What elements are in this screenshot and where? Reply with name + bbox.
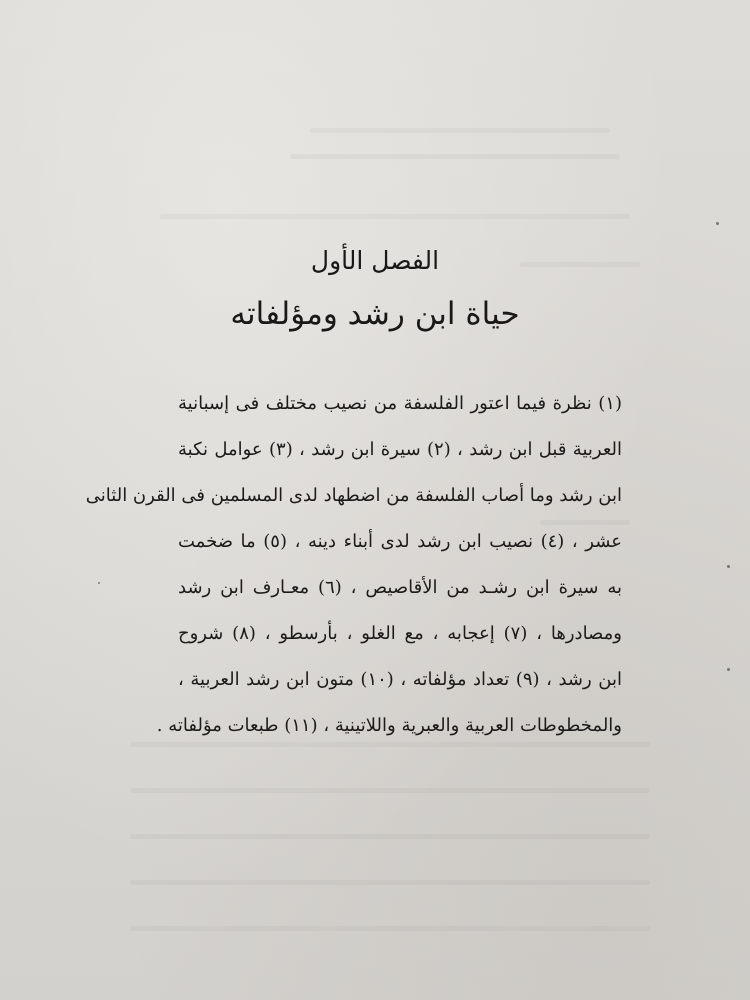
contents-line: به سيرة ابن رشـد من الأقاصيص ، (٦) معـارف ابن رشد <box>178 577 622 598</box>
show-through-line <box>130 926 650 931</box>
paper-speck <box>716 222 719 225</box>
chapter-contents <box>85 381 623 749</box>
show-through-line <box>290 154 620 159</box>
paper-speck <box>727 668 730 671</box>
show-through-line <box>130 788 650 793</box>
show-through-line <box>310 128 610 133</box>
contents-line: ابن رشد ، (٩) تعداد مؤلفاته ، (١٠) متون ابن رشد العربية ، <box>178 669 622 690</box>
contents-line: ابن رشد وما أصاب الفلسفة من اضطهاد لدى المسلمين فى القرن الثانى <box>85 485 622 506</box>
contents-line: عشر ، (٤) نصيب ابن رشد لدى أبناء دينه ، (٥) ما ضخمت <box>178 531 623 552</box>
show-through-line <box>160 214 630 219</box>
show-through-line <box>130 880 650 885</box>
contents-line: (١) نظرة فيما اعتور الفلسفة من نصيب مختلف فى إسبانية <box>178 393 622 414</box>
contents-line: العربية قبل ابن رشد ، (٢) سيرة ابن رشد ، (٣) عوامل نكبة <box>178 439 622 460</box>
paper-speck <box>727 565 730 568</box>
chapter-title: حياة ابن رشد ومؤلفاته <box>230 296 520 332</box>
contents-line: ومصادرها ، (٧) إعجابه ، مع الغلو ، بأرسطو ، (٨) شروح <box>178 623 622 644</box>
contents-line: والمخطوطات العربية والعبرية واللاتينية ، (١١) طبعات مؤلفاته . <box>156 715 622 736</box>
paper-speck <box>98 582 100 584</box>
chapter-label: الفصل الأول <box>310 246 440 275</box>
show-through-line <box>130 834 650 839</box>
